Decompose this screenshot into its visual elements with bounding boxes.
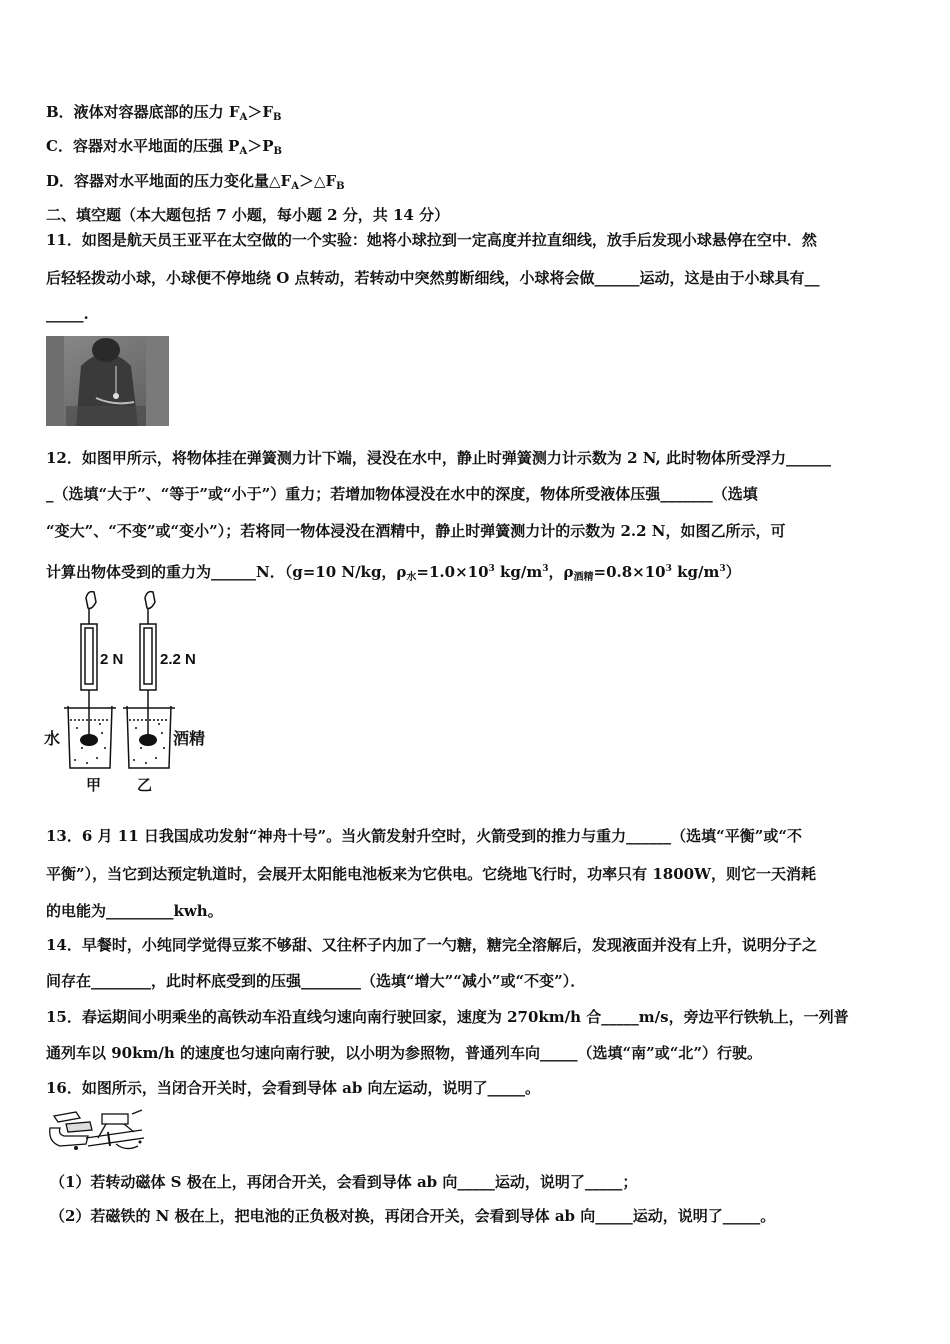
- magnet-rails-figure: [46, 1108, 150, 1154]
- q12-line4: 计算出物体受到的重力为______N．（g=10 N/kg，$\rho_水=1.0\times 10^3$ $kg/m^3$，$\rho_{酒精}=0.8\times 10^3$ $kg/m^3$）: [46, 563, 741, 583]
- section-title: 二、填空题（本大题包括 7 小题，每小题 2 分，共 14 分）: [46, 206, 450, 224]
- q11-line1: 11．如图是航天员王亚平在太空做的一个实验：她将小球拉到一定高度并拉直细线，放手后发现小球悬停在空中．然: [46, 231, 817, 249]
- q11-line2: 后轻轻拨动小球，小球便不停地绕 O 点转动，若转动中突然剪断细线，小球将会做______运动，这是由于小球具有__: [46, 269, 820, 287]
- option-c: C．容器对水平地面的压强 $P_A>P_B$: [46, 137, 282, 157]
- q15-line2: 通列车以 90km/h 的速度也匀速向南行驶，以小明为参照物，普通列车向_____（选填“南”或“北”）行驶。: [46, 1044, 762, 1062]
- q12-line1: 12．如图甲所示，将物体挂在弹簧测力计下端，浸没在水中，静止时弹簧测力计示数为 2 N, 此时物体所受浮力______: [46, 449, 831, 467]
- q16-sub1: （1）若转动磁体 S 极在上，再闭合开关，会看到导体 ab 向_____运动，说明了_____；: [50, 1173, 638, 1191]
- option-b: B．液体对容器底部的压力 $F_A>F_B$: [46, 103, 282, 123]
- label-alcohol: 酒精: [173, 729, 206, 748]
- q14-line1: 14．早餐时，小纯同学觉得豆浆不够甜、又往杯子内加了一勺糖，糖完全溶解后，发现液面并没有上升，说明分子之: [46, 936, 817, 954]
- reading-right: 2.2 N: [160, 651, 196, 668]
- q13-line3: 的电能为_________kwh。: [46, 902, 223, 920]
- label-water: 水: [44, 729, 61, 748]
- astronaut-photo: [46, 336, 169, 426]
- q16-line1: 16．如图所示，当闭合开关时，会看到导体 ab 向左运动，说明了_____。: [46, 1079, 541, 1097]
- q13-line2: 平衡”），当它到达预定轨道时，会展开太阳能电池板来为它供电。它绕地飞行时，功率只有 1800W，则它一天消耗: [46, 865, 816, 883]
- q13-line1: 13．6 月 11 日我国成功发射“神舟十号”。当火箭发射升空时，火箭受到的推力与重力______（选填“平衡”或“不: [46, 827, 802, 845]
- q12-line2: _（选填“大于”、“等于”或“小于”）重力；若增加物体浸没在水中的深度，物体所受液体压强_______（选填: [46, 485, 758, 503]
- q12-line3: “变大”、“不变”或“变小”）；若将同一物体浸没在酒精中，静止时弹簧测力计的示数为 2.2 N，如图乙所示，可: [46, 522, 786, 540]
- q14-line2: 间存在________，此时杯底受到的压强________（选填“增大”“减小”或“不变”）．: [46, 972, 586, 990]
- spring-scale-figure: [42, 588, 212, 798]
- reading-left: 2 N: [100, 651, 124, 668]
- caption-left: 甲: [86, 776, 102, 794]
- caption-right: 乙: [137, 776, 153, 794]
- option-d: D．容器对水平地面的压力变化量$\triangle F_A>\triangle F_B$: [46, 172, 345, 192]
- q15-line1: 15．春运期间小明乘坐的高铁动车沿直线匀速向南行驶回家，速度为 270km/h 合_____m/s，旁边平行铁轨上，一列普: [46, 1008, 849, 1026]
- q16-sub2: （2）若磁铁的 N 极在上，把电池的正负极对换，再闭合开关，会看到导体 ab 向_____运动，说明了_____。: [50, 1207, 776, 1225]
- q11-line3: _____.: [46, 305, 89, 323]
